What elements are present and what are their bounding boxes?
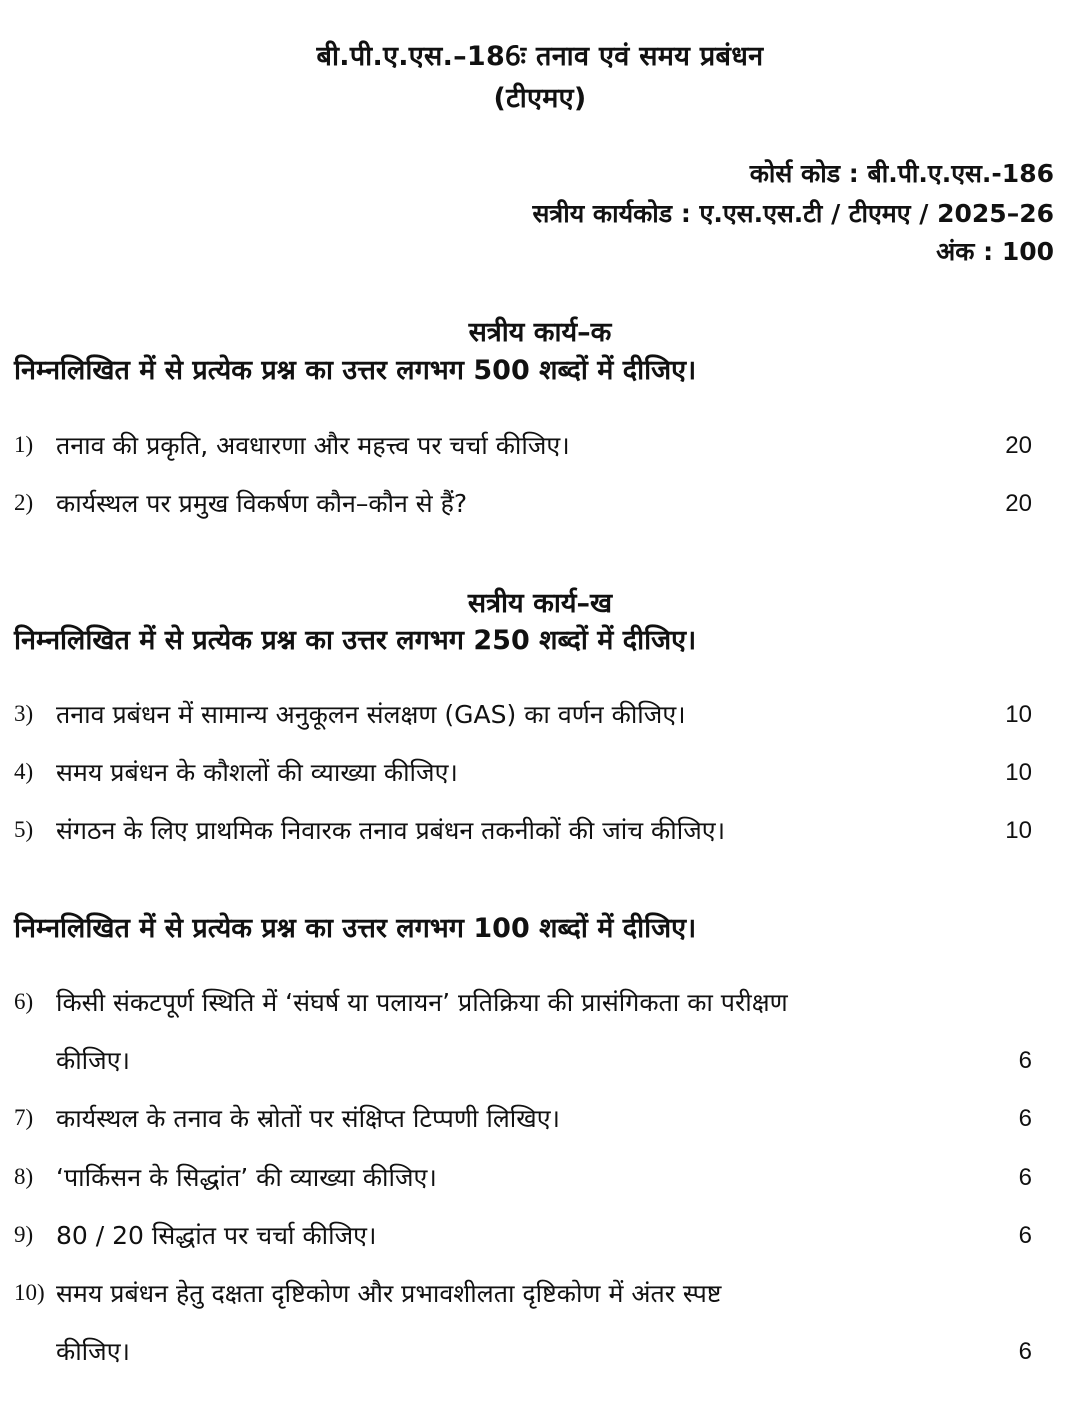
question-text-continued: कीजिए।	[56, 1046, 131, 1075]
question-marks: 6	[1018, 1047, 1032, 1074]
question-text: तनाव प्रबंधन में सामान्य अनुकूलन संलक्षण (GAS) का वर्णन कीजिए।	[56, 700, 686, 729]
question-item	[14, 1276, 1054, 1376]
question-number: 6)	[14, 989, 34, 1014]
question-marks: 10	[1005, 701, 1032, 728]
question-marks: 6	[1018, 1222, 1032, 1249]
assignment-code: सत्रीय कार्यकोड : ए.एस.एस.टी / टीएमए / 2025–26	[532, 199, 1054, 228]
course-code: कोर्स कोड : बी.पी.ए.एस.-186	[749, 159, 1054, 188]
question-text: कार्यस्थल के तनाव के स्रोतों पर संक्षिप्त टिप्पणी लिखिए।	[56, 1104, 561, 1133]
question-marks: 10	[1005, 817, 1032, 844]
question-text: 80 / 20 सिद्धांत पर चर्चा कीजिए।	[56, 1221, 377, 1250]
question-number: 7)	[14, 1105, 34, 1130]
question-marks: 6	[1018, 1164, 1032, 1191]
section-a-instruction: निम्नलिखित में से प्रत्येक प्रश्न का उत्तर लगभग 500 शब्दों में दीजिए।	[14, 355, 697, 386]
question-number: 1)	[14, 432, 34, 457]
question-item	[14, 428, 1054, 468]
question-marks: 6	[1018, 1338, 1032, 1365]
question-item	[14, 697, 1054, 737]
question-number: 4)	[14, 759, 34, 784]
question-item	[14, 755, 1054, 795]
question-text: समय प्रबंधन के कौशलों की व्याख्या कीजिए।	[56, 758, 458, 787]
question-text-continued: कीजिए।	[56, 1337, 131, 1366]
question-marks: 20	[1005, 432, 1032, 459]
question-text: तनाव की प्रकृति, अवधारणा और महत्त्व पर चर्चा कीजिए।	[56, 431, 570, 460]
question-text: कार्यस्थल पर प्रमुख विकर्षण कौन–कौन से हैं?	[56, 489, 468, 518]
question-text: ‘पार्किसन के सिद्धांत’ की व्याख्या कीजिए।	[56, 1163, 437, 1192]
question-item	[14, 486, 1054, 526]
question-item	[14, 985, 1054, 1085]
question-item	[14, 1101, 1054, 1141]
question-marks: 10	[1005, 759, 1032, 786]
question-item	[14, 813, 1054, 853]
document-subtitle: (टीएमए)	[493, 83, 587, 114]
question-number: 10)	[14, 1280, 45, 1305]
section-c-instruction: निम्नलिखित में से प्रत्येक प्रश्न का उत्तर लगभग 100 शब्दों में दीजिए।	[14, 913, 697, 944]
document-title: बी.पी.ए.एस.–186ः तनाव एवं समय प्रबंधन	[316, 41, 764, 72]
question-marks: 6	[1018, 1105, 1032, 1132]
section-a-title: सत्रीय कार्य–क	[468, 317, 612, 348]
question-number: 8)	[14, 1164, 34, 1189]
question-text: समय प्रबंधन हेतु दक्षता दृष्टिकोण और प्रभावशीलता दृष्टिकोण में अंतर स्पष्ट	[56, 1279, 722, 1308]
question-number: 2)	[14, 490, 34, 515]
question-item	[14, 1160, 1054, 1200]
total-marks: अंक : 100	[936, 237, 1054, 266]
question-number: 3)	[14, 701, 34, 726]
question-text: संगठन के लिए प्राथमिक निवारक तनाव प्रबंधन तकनीकों की जांच कीजिए।	[56, 816, 726, 845]
question-number: 9)	[14, 1222, 34, 1247]
question-number: 5)	[14, 817, 34, 842]
question-marks: 20	[1005, 490, 1032, 517]
question-item	[14, 1218, 1054, 1258]
question-text: किसी संकटपूर्ण स्थिति में ‘संघर्ष या पलायन’ प्रतिक्रिया की प्रासंगिकता का परीक्षण	[56, 988, 788, 1017]
section-b-instruction: निम्नलिखित में से प्रत्येक प्रश्न का उत्तर लगभग 250 शब्दों में दीजिए।	[14, 625, 697, 656]
section-b-title: सत्रीय कार्य–ख	[467, 588, 613, 619]
